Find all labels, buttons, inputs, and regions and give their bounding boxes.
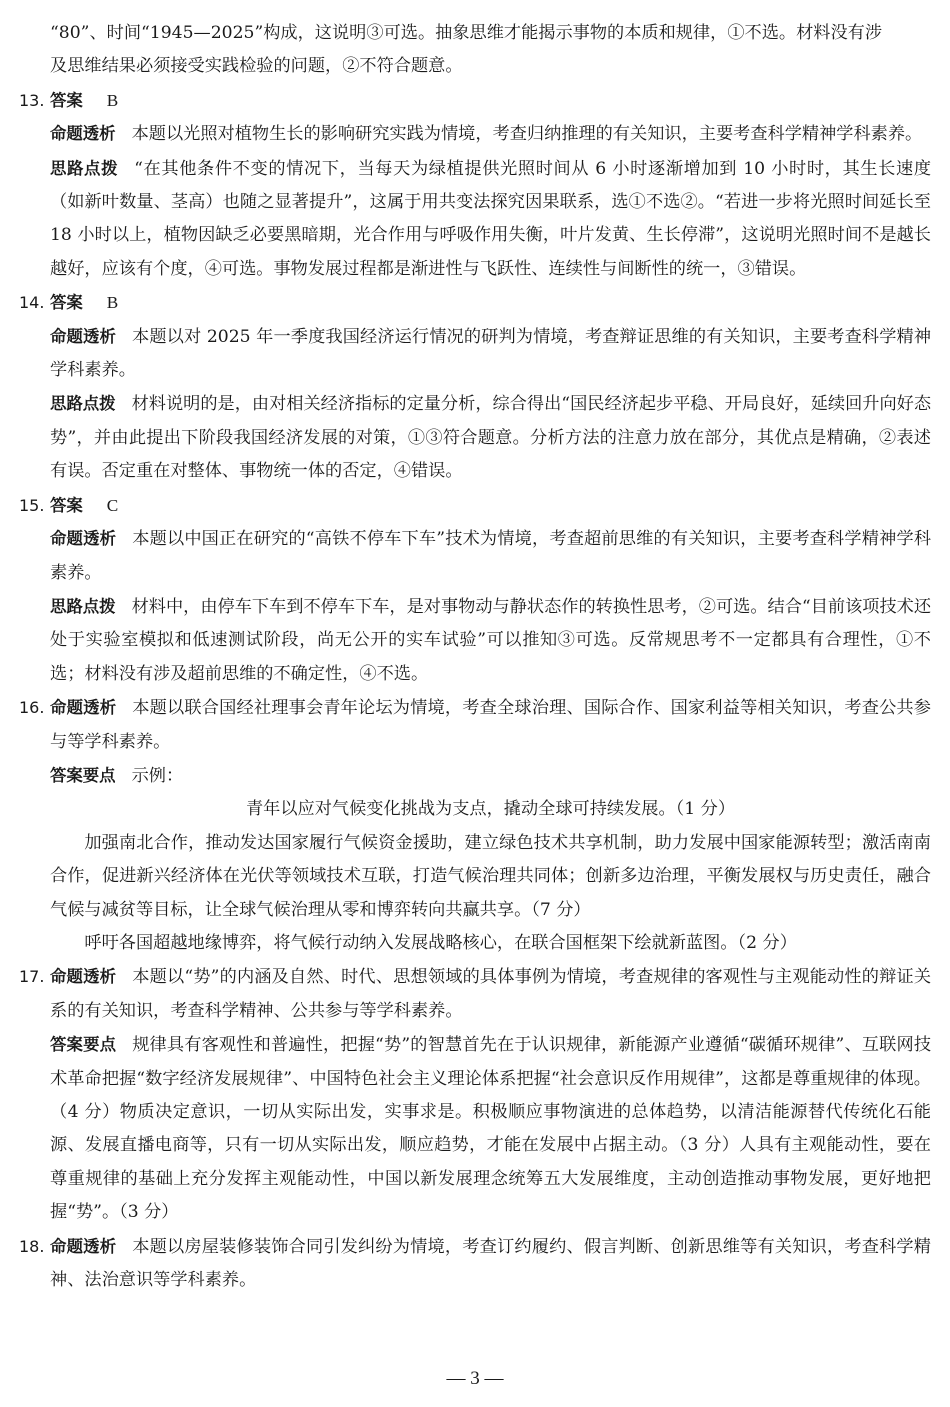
q15-analysis-label: 命题透析 — [50, 529, 117, 549]
q14-answer-row — [19, 286, 931, 319]
q13-analysis-text: 本题以光照对植物生长的影响研究实践为情境，考查归纳推理的有关知识，主要考查科学精神学科素养。 — [131, 124, 923, 145]
q17-analysis-label: 命题透析 — [50, 967, 117, 987]
q16-title-line: 青年以应对气候变化挑战为支点，撬动全球可持续发展。（1 分） — [245, 799, 736, 820]
q17-key-points-label: 答案要点 — [50, 1035, 117, 1055]
q16-paragraph-1: 加强南北合作，推动发达国家履行气候资金援助，建立绿色技术共享机制，助力发展中国家能源转型；激活南南合作，促进新兴经济体在光伏等领域技术互联，打造气候治理共同体；创新多边治理，平衡发展权与历史责任，融合气候与减贫等目标，让全球气候治理从零和博弈转向共赢共享。（7 分） — [50, 832, 931, 920]
q16-analysis-row — [19, 691, 931, 759]
q13-hint-label: 思路点拨 — [50, 158, 119, 178]
question-17 — [19, 960, 931, 1229]
q15-hint-text: 材料中，由停车下车到不停车下车，是对事物动与静状态作的转换性思考，②可选。结合“目前该项技术还处于实验室模拟和低速测试阶段，尚无公开的实车试验”可以推知③可选。反常规思考不一定都具有合理性，①不选；材料没有涉及超前思维的不确定性，④不选。 — [50, 596, 932, 684]
q18-number: 18. — [19, 1236, 45, 1256]
continued-text-line-1: “80”、时间“1945—2025”构成，这说明③可选。抽象思维才能揭示事物的本质和规律，①不选。材料没有涉 — [50, 23, 883, 43]
q15-answer-row — [19, 489, 931, 522]
q13-answer-row — [19, 84, 931, 117]
q18-analysis-text: 本题以房屋装修装饰合同引发纠纷为情境，考查订约履约、假言判断、创新思维等有关知识，考查科学精神、法治意识等学科素养。 — [50, 1236, 931, 1291]
q13-answer-label: 答案 — [50, 90, 83, 110]
q13-answer-value: B — [106, 90, 119, 110]
q17-analysis — [50, 960, 931, 1028]
q14-answer-value: B — [106, 293, 119, 313]
q17-key-points-text: 规律具有客观性和普遍性，把握“势”的智慧首先在于认识规律，新能源产业遵循“碳循环规律”、互联网技术革命把握“数字经济发展规律”、中国特色社会主义理论体系把握“社会意识反作用规律”，这都是尊重规律的体现。（4 分）物质决定意识，一切从实际出发，实事求是。积极顺应事物演进的总体趋势，以清洁能源替代传统化石能源、发展直播电商等，只有一切从实际出发，顺应趋势，才能在发展中占据主动。（3 分）人具有主观能动性，要在尊重规律的基础上充分发挥主观能动性，中国以新发展理念统筹五大发展维度，主动创造推动事物发展，更好地把握“势”。（3 分） — [50, 1035, 932, 1223]
q16-paragraph-2: 呼吁各国超越地缘博弈，将气候行动纳入发展战略核心，在联合国框架下绘就新蓝图。（2 分） — [84, 932, 797, 953]
q15-hint — [19, 590, 931, 691]
document-page — [19, 17, 931, 1297]
q16-key-points-label: 答案要点 — [50, 765, 116, 785]
q14-analysis-text: 本题以对 2025 年一季度我国经济运行情况的研判为情境，考查辩证思维的有关知识，主要考查科学精神学科素养。 — [50, 326, 932, 381]
q18-analysis — [50, 1230, 931, 1298]
page-number: — 3 — — [446, 1368, 504, 1389]
q18-analysis-label: 命题透析 — [50, 1236, 117, 1256]
q16-key-points-intro: 示例： — [131, 765, 184, 786]
q14-hint — [19, 387, 931, 488]
q13-hint-text: “在其他条件不变的情况下，当每天为绿植提供光照时间从 6 小时逐渐增加到 10 小时时，其生长速度（如新叶数量、茎高）也随之显著提升”，这属于用共变法探究因果联系，选①不选②。“若进一步将光照时间延长至 18 小时以上，植物因缺乏必要黑暗期，光合作用与呼吸作用失衡，叶片发黄、生长停滞”，这说明光照时间不是越长越好，应该有个度，④可选。事物发展过程都是渐进性与飞跃性、连续性与间断性的统一，③错误。 — [50, 158, 932, 279]
q15-answer-value: C — [106, 495, 119, 515]
q14-analysis-label: 命题透析 — [50, 326, 117, 346]
q16-number: 16. — [19, 698, 45, 718]
question-13 — [19, 84, 931, 286]
question-16 — [19, 691, 931, 960]
q15-hint-label: 思路点拨 — [50, 596, 116, 616]
q17-analysis-row — [19, 960, 931, 1028]
question-14 — [19, 286, 931, 488]
q14-analysis — [19, 320, 931, 388]
q14-answer-label: 答案 — [50, 293, 83, 313]
q14-hint-text: 材料说明的是，由对相关经济指标的定量分析，综合得出“国民经济起步平稳、开局良好，延续回升向好态势”，并由此提出下阶段我国经济发展的对策，①③符合题意。分析方法的注意力放在部分，其优点是精确，②表述有误。否定重在对整体、事物统一体的否定，④错误。 — [50, 394, 932, 482]
q16-analysis-text: 本题以联合国经社理事会青年论坛为情境，考查全球治理、国际合作、国家利益等相关知识，考查公共参与等学科素养。 — [50, 698, 931, 752]
q17-key-points — [19, 1028, 931, 1229]
q13-analysis-label: 命题透析 — [50, 124, 116, 144]
q17-analysis-text: 本题以“势”的内涵及自然、时代、思想领域的具体事例为情境，考查规律的客观性与主观能动性的辩证关系的有关知识，考查科学精神、公共参与等学科素养。 — [50, 967, 932, 1021]
q16-analysis — [50, 691, 931, 759]
q13-analysis — [19, 117, 931, 151]
q16-analysis-label: 命题透析 — [50, 698, 117, 718]
q14-hint-label: 思路点拨 — [50, 394, 116, 414]
q15-analysis — [19, 522, 931, 590]
q17-number: 17. — [19, 967, 45, 987]
continued-text-line-2: 及思维结果必须接受实践检验的问题，②不符合题意。 — [50, 56, 463, 77]
question-18 — [19, 1230, 931, 1298]
q14-number: 14. — [19, 293, 45, 313]
q18-analysis-row — [19, 1230, 931, 1298]
q13-hint — [19, 152, 931, 287]
q15-number: 15. — [19, 495, 45, 515]
q13-number: 13. — [19, 90, 45, 110]
q15-answer-label: 答案 — [50, 495, 83, 515]
q16-key-points — [19, 759, 931, 793]
q15-analysis-text: 本题以中国正在研究的“高铁不停车下车”技术为情境，考查超前思维的有关知识，主要考查科学精神学科素养。 — [50, 529, 932, 583]
question-15 — [19, 489, 931, 691]
